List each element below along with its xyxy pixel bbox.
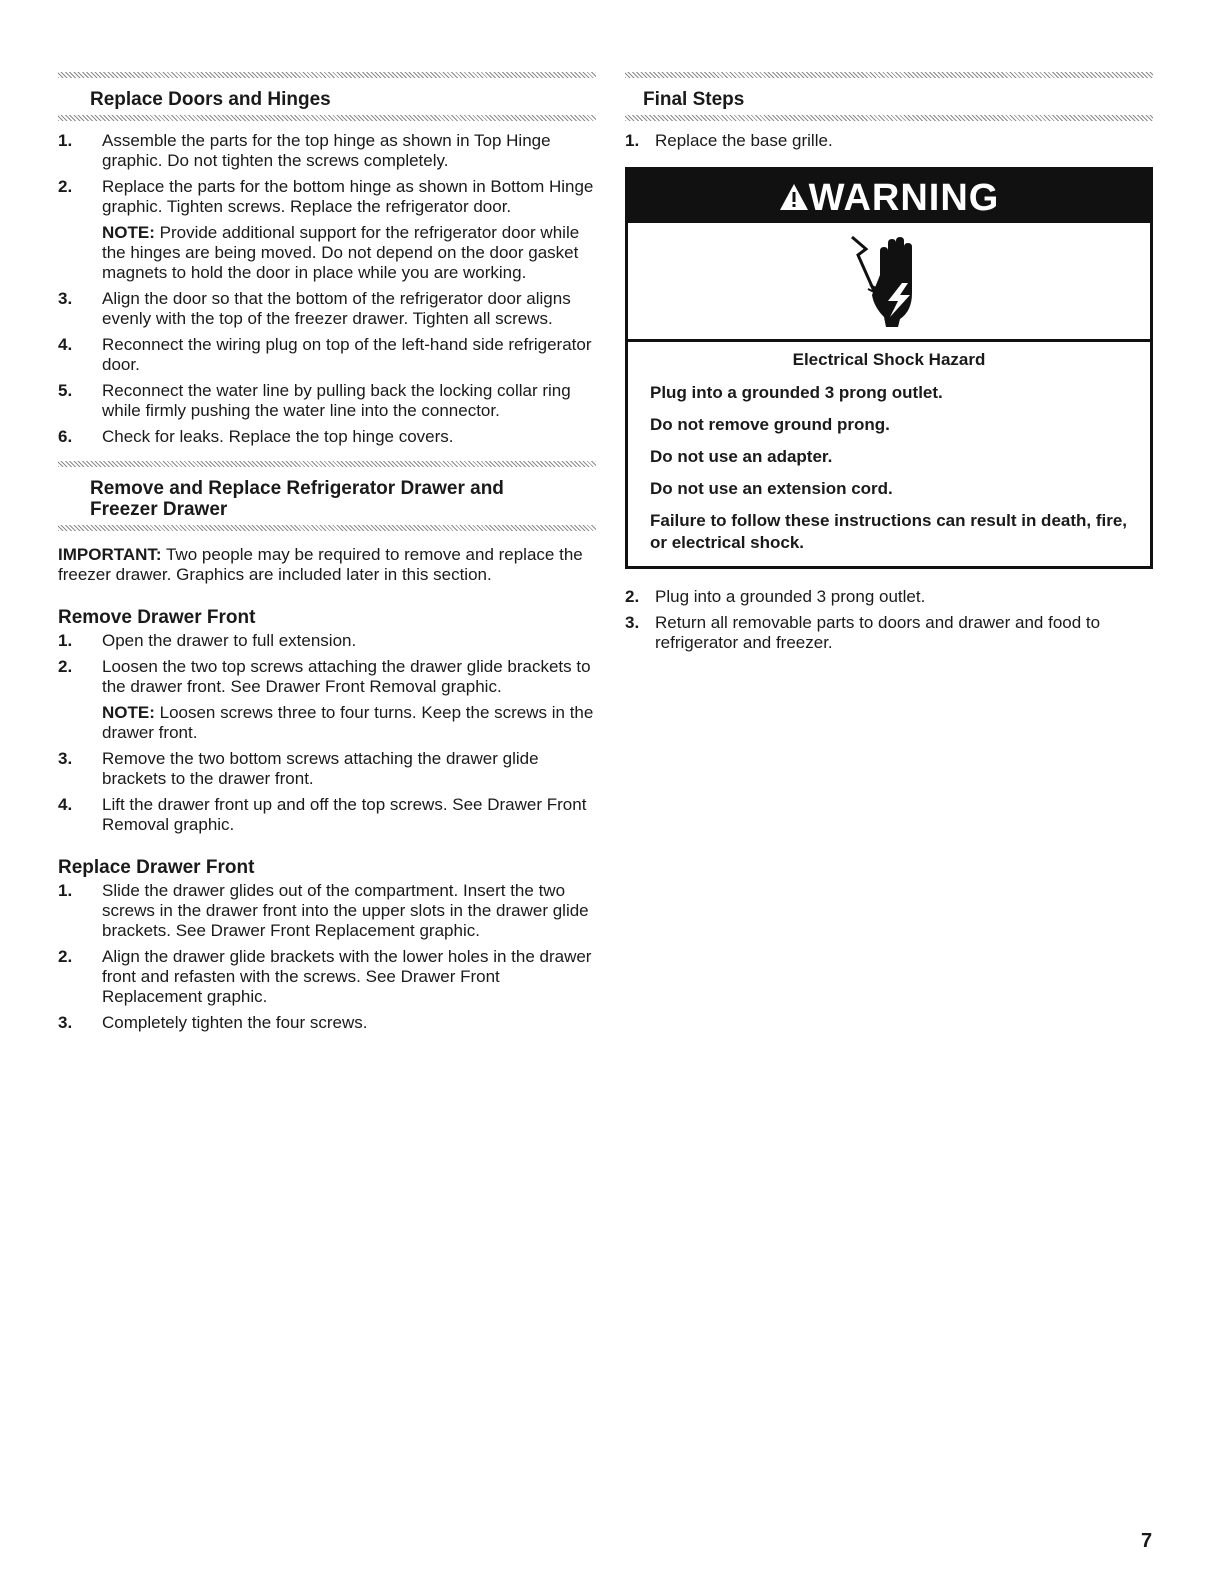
note-text: Provide additional support for the refrigerator door while the hinges are being moved. Do not depend on the door gasket magnets to hold the door in place while you are working. bbox=[102, 223, 580, 282]
warning-title: WARNING bbox=[808, 177, 1000, 219]
step-text: Replace the base grille. bbox=[655, 131, 833, 150]
step-number: 5. bbox=[58, 381, 73, 400]
step-number: 2. bbox=[58, 177, 73, 196]
list-item bbox=[58, 289, 596, 329]
warning-line: Do not use an extension cord. bbox=[650, 479, 893, 498]
list-item bbox=[58, 381, 596, 421]
list-item bbox=[625, 131, 1153, 151]
step-number: 1. bbox=[625, 131, 640, 150]
step-text: Completely tighten the four screws. bbox=[102, 1013, 368, 1032]
note bbox=[102, 703, 596, 743]
step-number: 3. bbox=[58, 289, 73, 308]
warning-body bbox=[628, 342, 1150, 566]
warning-line: Failure to follow these instructions can result in death, fire, or electrical shock. bbox=[650, 511, 1128, 552]
warning-triangle-icon bbox=[779, 182, 809, 212]
step-text: Loosen the two top screws attaching the drawer glide brackets to the drawer front. See Drawer Front Removal graphic. bbox=[102, 657, 591, 696]
note-text: Loosen screws three to four turns. Keep the screws in the drawer front. bbox=[102, 703, 594, 742]
step-text: Plug into a grounded 3 prong outlet. bbox=[655, 587, 926, 606]
section-divider bbox=[58, 525, 596, 531]
list-item bbox=[58, 131, 596, 171]
step-text: Check for leaks. Replace the top hinge covers. bbox=[102, 427, 454, 446]
step-number: 2. bbox=[625, 587, 640, 606]
note-label: NOTE: bbox=[102, 223, 155, 242]
step-number: 1. bbox=[58, 131, 73, 150]
important-label: IMPORTANT: bbox=[58, 545, 162, 564]
step-number: 1. bbox=[58, 631, 73, 650]
step-number: 1. bbox=[58, 881, 73, 900]
step-text: Assemble the parts for the top hinge as shown in Top Hinge graphic. Do not tighten the screws completely. bbox=[102, 131, 551, 170]
important-text: Two people may be required to remove and replace the freezer drawer. Graphics are included later in this section. bbox=[58, 545, 583, 584]
step-number: 2. bbox=[58, 657, 73, 676]
left-column bbox=[58, 72, 596, 1039]
section-title-replace-doors: Replace Doors and Hinges bbox=[90, 89, 331, 110]
list-item bbox=[58, 947, 596, 1007]
electrical-shock-hand-icon bbox=[844, 231, 934, 331]
warning-line: Do not use an adapter. bbox=[650, 447, 833, 466]
list-item bbox=[58, 881, 596, 941]
final-steps-list-continued bbox=[625, 587, 1153, 653]
step-number: 3. bbox=[58, 1013, 73, 1032]
subsection-title-replace-drawer-front: Replace Drawer Front bbox=[58, 857, 255, 878]
warning-line: Do not remove ground prong. bbox=[650, 415, 890, 434]
step-text: Align the drawer glide brackets with the lower holes in the drawer front and refasten with the screws. See Drawer Front Replacement graphic. bbox=[102, 947, 592, 1006]
step-number: 2. bbox=[58, 947, 73, 966]
step-text: Reconnect the water line by pulling back the locking collar ring while firmly pushing the water line into the connector. bbox=[102, 381, 571, 420]
step-text: Reconnect the wiring plug on top of the left-hand side refrigerator door. bbox=[102, 335, 592, 374]
warning-line: Plug into a grounded 3 prong outlet. bbox=[650, 383, 943, 402]
warning-icon-area bbox=[628, 223, 1150, 342]
warning-header bbox=[628, 170, 1150, 223]
section-divider bbox=[58, 115, 596, 121]
list-item bbox=[58, 795, 596, 835]
step-text: Replace the parts for the bottom hinge as shown in Bottom Hinge graphic. Tighten screws. Replace the refrigerator door. bbox=[102, 177, 594, 216]
list-item bbox=[58, 657, 596, 743]
step-text: Lift the drawer front up and off the top screws. See Drawer Front Removal graphic. bbox=[102, 795, 587, 834]
section-title-final-steps: Final Steps bbox=[643, 89, 745, 110]
note bbox=[102, 223, 596, 283]
step-number: 3. bbox=[58, 749, 73, 768]
right-column bbox=[625, 72, 1153, 659]
list-item bbox=[58, 1013, 596, 1033]
warning-box bbox=[625, 167, 1153, 569]
important-paragraph bbox=[58, 545, 596, 585]
list-item bbox=[58, 335, 596, 375]
remove-drawer-front-steps bbox=[58, 631, 596, 835]
list-item bbox=[58, 749, 596, 789]
list-item bbox=[58, 427, 596, 447]
replace-doors-steps bbox=[58, 131, 596, 447]
list-item bbox=[58, 177, 596, 283]
step-number: 3. bbox=[625, 613, 640, 632]
step-text: Remove the two bottom screws attaching the drawer glide brackets to the drawer front. bbox=[102, 749, 539, 788]
list-item bbox=[625, 587, 1153, 607]
step-text: Return all removable parts to doors and drawer and food to refrigerator and freezer. bbox=[655, 613, 1101, 652]
warning-hazard-title: Electrical Shock Hazard bbox=[792, 350, 986, 369]
section-title-drawer: Remove and Replace Refrigerator Drawer and Freezer Drawer bbox=[90, 478, 504, 520]
replace-drawer-front-steps bbox=[58, 881, 596, 1033]
section-divider bbox=[625, 115, 1153, 121]
final-steps-list bbox=[625, 131, 1153, 151]
list-item bbox=[625, 613, 1153, 653]
list-item bbox=[58, 631, 596, 651]
step-text: Align the door so that the bottom of the refrigerator door aligns evenly with the top of the freezer drawer. Tighten all screws. bbox=[102, 289, 571, 328]
step-number: 6. bbox=[58, 427, 73, 446]
step-text: Slide the drawer glides out of the compartment. Insert the two screws in the drawer front into the upper slots in the drawer glide brackets. See Drawer Front Replacement graphic. bbox=[102, 881, 589, 940]
step-number: 4. bbox=[58, 335, 73, 354]
note-label: NOTE: bbox=[102, 703, 155, 722]
step-text: Open the drawer to full extension. bbox=[102, 631, 357, 650]
step-number: 4. bbox=[58, 795, 73, 814]
subsection-title-remove-drawer-front: Remove Drawer Front bbox=[58, 607, 256, 628]
page-number: 7 bbox=[1141, 1530, 1153, 1552]
